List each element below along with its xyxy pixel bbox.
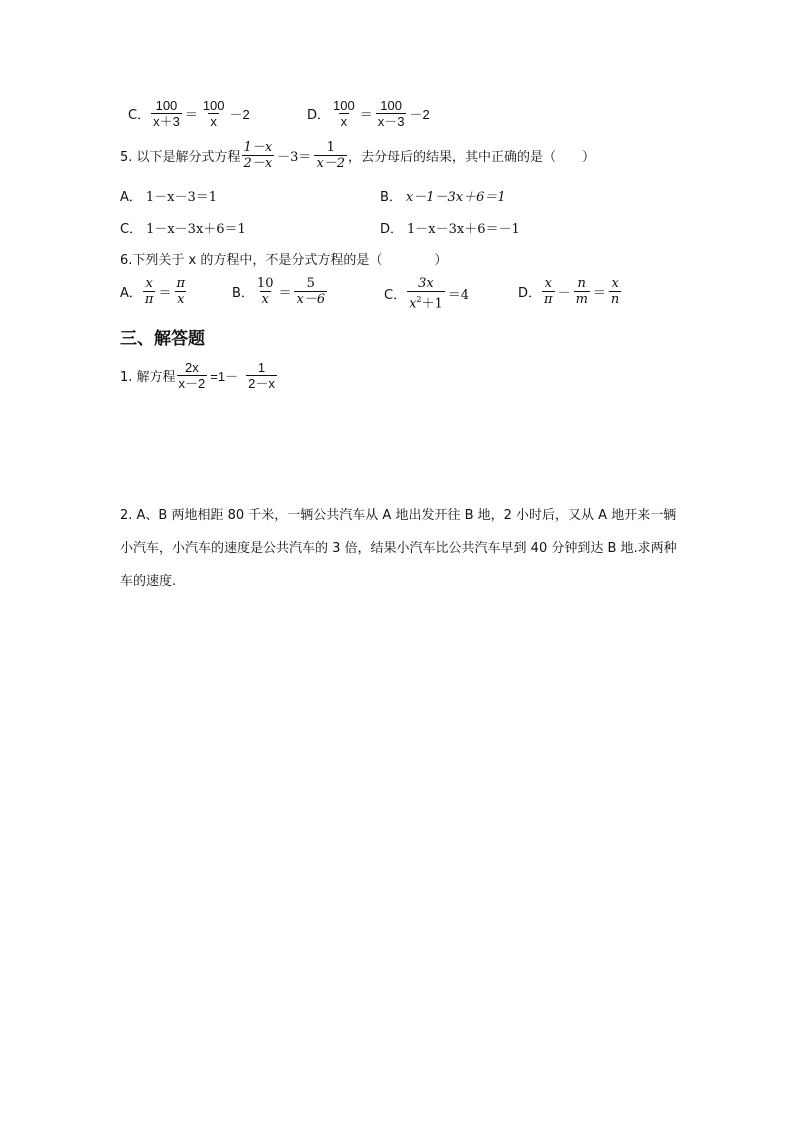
fraction: $\frac{100}{x+3}$: [153, 98, 180, 129]
option-label: C．: [128, 108, 151, 123]
fraction: $\frac{n}{m}$: [575, 276, 588, 307]
fraction: $\frac{2x}{x-2}$: [178, 360, 206, 391]
section-heading: 三、解答题: [120, 329, 205, 349]
fraction: $\frac{10}{x}$: [256, 276, 274, 307]
option-expression: 1－x－3x＋6＝1: [146, 222, 246, 237]
q6-option-a: A． $\frac{x}{\pi}$ ＝ $\frac{\pi}{x}$: [120, 276, 186, 307]
q6-option-c: C． $\frac{3x}{x^2+1}$ ＝4: [384, 276, 470, 312]
q5-stem: [120, 140, 595, 171]
q6-stem: 6.下列关于 x 的方程中，不是分式方程的是（ ）: [120, 253, 448, 268]
q6-option-b: B． $\frac{10}{x}$ ＝ $\frac{5}{x-6}$: [232, 276, 326, 307]
option-label: C．: [384, 288, 407, 304]
q5-prefix: 5. 以下是解分式方程: [120, 150, 241, 165]
option-label: A．: [120, 190, 142, 205]
option-label: D．: [518, 286, 542, 301]
option-label: D．: [380, 222, 404, 237]
fraction: $\frac{3x}{x^2+1}$: [409, 276, 443, 312]
fraction: $\frac{1}{x-2}$: [316, 140, 346, 171]
fraction: $\frac{100}{x}$: [202, 98, 225, 129]
fraction: $\frac{1-x}{2-x}$: [243, 140, 273, 171]
option-label: C．: [120, 222, 143, 237]
fraction: $\frac{5}{x-6}$: [296, 276, 326, 307]
option-expression: 1－x－3＝1: [145, 190, 218, 205]
q5-suffix: ，去分母后的结果，其中正确的是（ ）: [348, 150, 596, 165]
option-label: B．: [232, 286, 254, 301]
fraction: $\frac{\pi}{x}$: [176, 276, 186, 307]
q5-option-c: [120, 218, 246, 237]
problem-1-prefix: 1. 解方程: [120, 370, 176, 385]
fraction: $\frac{x}{n}$: [610, 276, 620, 307]
problem-1: 1. 解方程 $\frac{2x}{x-2}$ =1－ $\frac{1}{2-x}$: [120, 360, 275, 391]
option-expression: x－1－3x＋6＝1: [405, 190, 506, 205]
q5-option-d: [380, 218, 520, 237]
q5-mid: －3＝: [277, 150, 312, 165]
option-label: D．: [307, 108, 331, 123]
q4-option-c: C． $\frac{100}{x+3}$ ＝ $\frac{100}{x}$ －2: [128, 98, 250, 129]
option-label: A．: [120, 286, 142, 301]
option-label: B．: [380, 190, 402, 205]
option-expression: 1－x－3x＋6＝－1: [407, 222, 520, 237]
q5-option-a: [120, 186, 217, 205]
fraction: $\frac{x}{\pi}$: [144, 276, 154, 307]
fraction: $\frac{100}{x-3}$: [377, 98, 405, 129]
problem-2: 2. A、B 两地相距 80 千米，一辆公共汽车从 A 地出发开往 B 地，2 小时后，又从 A 地开来一辆小汽车，小汽车的速度是公共汽车的 3 倍，结果小汽车比公共汽车早到 40 分钟到达 B 地.求两种车的速度.: [120, 508, 677, 589]
q6-option-d: D． $\frac{x}{\pi}$ － $\frac{n}{m}$ ＝ $\frac{x}{n}$: [518, 276, 620, 307]
fraction: $\frac{100}{x}$: [333, 98, 355, 129]
q4-option-d: D． $\frac{100}{x}$ ＝ $\frac{100}{x-3}$ －2: [307, 98, 430, 129]
fraction: $\frac{1}{2-x}$: [248, 360, 275, 391]
q5-option-b: [380, 186, 506, 205]
fraction: $\frac{x}{\pi}$: [544, 276, 553, 307]
